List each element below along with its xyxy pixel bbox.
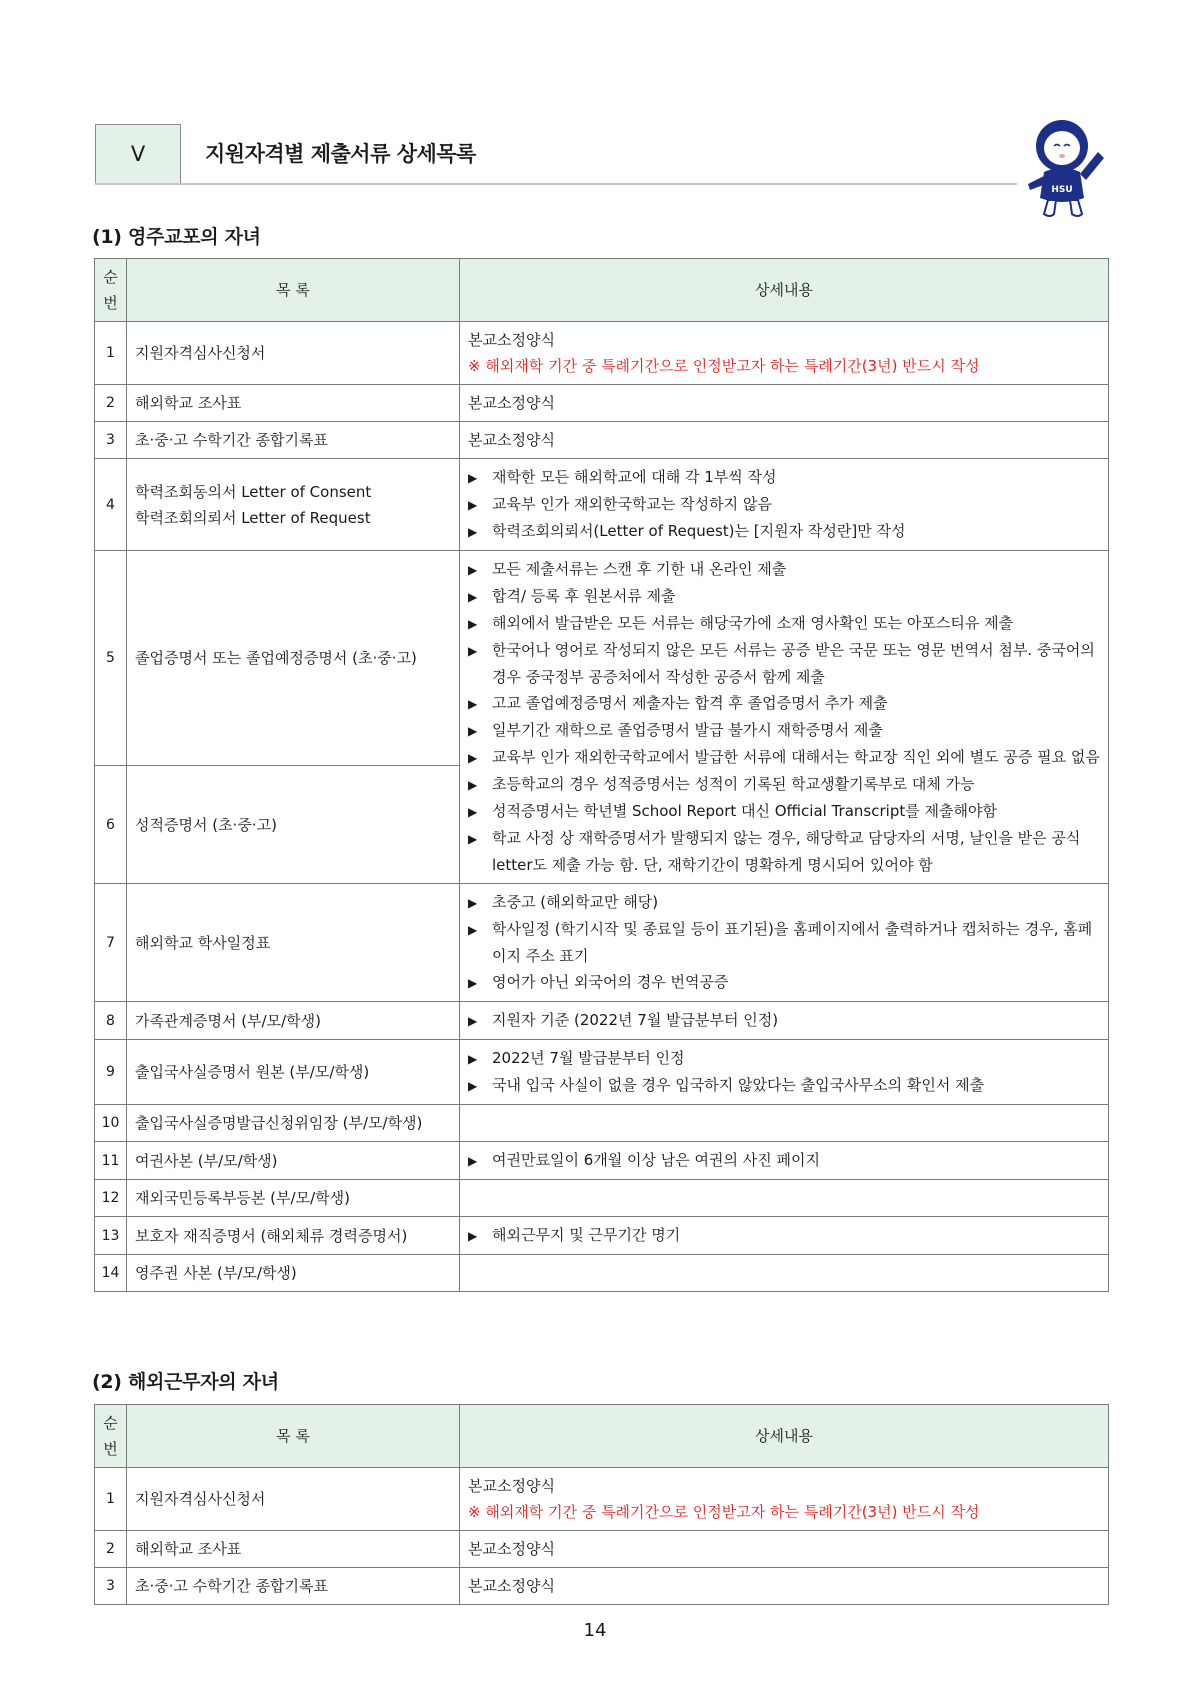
- documents-table-1: [94, 258, 1109, 1292]
- bullet-icon: ▶: [468, 498, 478, 512]
- table-row: [95, 422, 1109, 459]
- bullet-icon: ▶: [468, 923, 478, 937]
- row-item: 출입국사실증명서 원본 (부/모/학생): [127, 1040, 460, 1105]
- documents-table-2: [94, 1404, 1109, 1605]
- row-detail: [460, 322, 1109, 385]
- row-detail: 본교소정양식: [460, 1568, 1109, 1605]
- detail-note: ※ 해외재학 기간 중 특례기간으로 인정받고자 하는 특례기간(3년) 반드시 작성: [468, 1503, 980, 1521]
- detail-bullet: ▶ 해외에서 발급받은 모든 서류는 해당국가에 소재 영사확인 또는 아포스티유 제출: [468, 610, 1100, 637]
- detail-bullet: ▶ 일부기간 재학으로 졸업증명서 발급 불가시 재학증명서 제출: [468, 717, 1100, 744]
- row-item: 졸업증명서 또는 졸업예정증명서 (초·중·고): [127, 551, 460, 766]
- table-row: [95, 1180, 1109, 1217]
- row-number: 5: [95, 551, 127, 766]
- table-row: [95, 1255, 1109, 1292]
- row-detail: 본교소정양식: [460, 422, 1109, 459]
- row-detail: [460, 884, 1109, 1002]
- table-row: [95, 1002, 1109, 1040]
- bullet-icon: ▶: [468, 617, 478, 631]
- detail-bullet: ▶ 재학한 모든 해외학교에 대해 각 1부씩 작성: [468, 464, 1100, 491]
- header-no: 순번: [95, 1405, 127, 1468]
- bullet-icon: ▶: [468, 976, 478, 990]
- mascot-label: HSU: [1051, 185, 1073, 195]
- row-item: [127, 459, 460, 551]
- row-number: 9: [95, 1040, 127, 1105]
- row-number: 8: [95, 1002, 127, 1040]
- chapter-number: V: [95, 124, 181, 184]
- row-item: 해외학교 학사일정표: [127, 884, 460, 1002]
- row-number: 1: [95, 322, 127, 385]
- row-detail: [460, 1040, 1109, 1105]
- row-number: 10: [95, 1105, 127, 1142]
- detail-bullet: ▶ 모든 제출서류는 스캔 후 기한 내 온라인 제출: [468, 556, 1100, 583]
- table-row: [95, 322, 1109, 385]
- bullet-icon: ▶: [468, 805, 478, 819]
- bullet-icon: ▶: [468, 832, 478, 846]
- row-number: 2: [95, 1531, 127, 1568]
- table-row: [95, 1568, 1109, 1605]
- bullet-icon: ▶: [468, 1154, 478, 1168]
- bullet-icon: ▶: [468, 697, 478, 711]
- detail-bullet: ▶ 고교 졸업예정증명서 제출자는 합격 후 졸업증명서 추가 제출: [468, 690, 1100, 717]
- row-detail: [460, 1468, 1109, 1531]
- bullet-icon: ▶: [468, 471, 478, 485]
- row-number: 3: [95, 1568, 127, 1605]
- detail-bullet: ▶ 국내 입국 사실이 없을 경우 입국하지 않았다는 출입국사무소의 확인서 제출: [468, 1072, 1100, 1099]
- header-detail: 상세내용: [460, 1405, 1109, 1468]
- section-title-1: (1) 영주교포의 자녀: [92, 226, 261, 248]
- header-item: 목 록: [127, 259, 460, 322]
- detail-bullet: ▶ 영어가 아닌 외국어의 경우 번역공증: [468, 969, 1100, 996]
- detail-bullet: ▶ 여권만료일이 6개월 이상 남은 여권의 사진 페이지: [468, 1147, 1100, 1174]
- row-item: 영주권 사본 (부/모/학생): [127, 1255, 460, 1292]
- row-item: 해외학교 조사표: [127, 385, 460, 422]
- row-detail: [460, 1142, 1109, 1180]
- row-number: 4: [95, 459, 127, 551]
- detail-line: 본교소정양식: [468, 331, 555, 349]
- bullet-icon: ▶: [468, 896, 478, 910]
- row-number: 1: [95, 1468, 127, 1531]
- table-row: [95, 459, 1109, 551]
- detail-bullet: ▶ 초중고 (해외학교만 해당): [468, 889, 1100, 916]
- detail-bullet: ▶ 합격/ 등록 후 원본서류 제출: [468, 583, 1100, 610]
- page-number: 14: [583, 1620, 607, 1641]
- detail-bullet: ▶ 학사일정 (학기시작 및 종료일 등이 표기된)을 홈페이지에서 출력하거나 캡처하는 경우, 홈페이지 주소 표기: [468, 916, 1100, 969]
- section-title-2: (2) 해외근무자의 자녀: [92, 1371, 279, 1393]
- bullet-icon: ▶: [468, 1229, 478, 1243]
- bullet-icon: ▶: [468, 724, 478, 738]
- detail-bullet: ▶ 성적증명서는 학년별 School Report 대신 Official Transcript를 제출해야함: [468, 798, 1100, 825]
- bullet-icon: ▶: [468, 1079, 478, 1093]
- row-item: 가족관계증명서 (부/모/학생): [127, 1002, 460, 1040]
- table-row: [95, 551, 1109, 766]
- detail-bullet: ▶ 초등학교의 경우 성적증명서는 성적이 기록된 학교생활기록부로 대체 가능: [468, 771, 1100, 798]
- detail-bullet: ▶ 교육부 인가 재외한국학교는 작성하지 않음: [468, 491, 1100, 518]
- table-row: [95, 1040, 1109, 1105]
- bullet-icon: ▶: [468, 751, 478, 765]
- bullet-icon: ▶: [468, 563, 478, 577]
- mascot-icon: [1018, 116, 1106, 220]
- row-detail-shared: [460, 551, 1109, 884]
- header-item: 목 록: [127, 1405, 460, 1468]
- row-number: 12: [95, 1180, 127, 1217]
- bullet-icon: ▶: [468, 778, 478, 792]
- chapter-header: [95, 124, 1017, 184]
- header-detail: 상세내용: [460, 259, 1109, 322]
- detail-line: 본교소정양식: [468, 1477, 555, 1495]
- row-detail: 본교소정양식: [460, 385, 1109, 422]
- detail-bullet: ▶ 교육부 인가 재외한국학교에서 발급한 서류에 대해서는 학교장 직인 외에 별도 공증 필요 없음: [468, 744, 1100, 771]
- row-item: 재외국민등록부등본 (부/모/학생): [127, 1180, 460, 1217]
- row-number: 3: [95, 422, 127, 459]
- chapter-title: 지원자격별 제출서류 상세목록: [205, 142, 476, 166]
- table-row: [95, 385, 1109, 422]
- table-row: [95, 1468, 1109, 1531]
- table-row: [95, 1531, 1109, 1568]
- row-item: 여권사본 (부/모/학생): [127, 1142, 460, 1180]
- row-detail: [460, 1002, 1109, 1040]
- row-item: 보호자 재직증명서 (해외체류 경력증명서): [127, 1217, 460, 1255]
- detail-bullet: ▶ 학교 사정 상 재학증명서가 발행되지 않는 경우, 해당학교 담당자의 서명, 날인을 받은 공식 letter도 제출 가능 함. 단, 재학기간이 명확하게 명시되어 있어야 함: [468, 825, 1100, 878]
- table-row: [95, 1217, 1109, 1255]
- row-item: 성적증명서 (초·중·고): [127, 766, 460, 884]
- row-number: 6: [95, 766, 127, 884]
- row-number: 14: [95, 1255, 127, 1292]
- detail-bullet: ▶ 해외근무지 및 근무기간 명기: [468, 1222, 1100, 1249]
- chapter-divider: [95, 183, 1017, 185]
- bullet-icon: ▶: [468, 1052, 478, 1066]
- row-item: 출입국사실증명발급신청위임장 (부/모/학생): [127, 1105, 460, 1142]
- detail-note: ※ 해외재학 기간 중 특례기간으로 인정받고자 하는 특례기간(3년) 반드시 작성: [468, 357, 980, 375]
- row-detail: [460, 1180, 1109, 1217]
- table-row: [95, 1105, 1109, 1142]
- detail-bullet: ▶ 2022년 7월 발급분부터 인정: [468, 1045, 1100, 1072]
- item-line: 학력조회의뢰서 Letter of Request: [135, 508, 371, 527]
- item-line: 학력조회동의서 Letter of Consent: [135, 482, 372, 501]
- table-row: [95, 1142, 1109, 1180]
- detail-bullet: ▶ 학력조회의뢰서(Letter of Request)는 [지원자 작성란]만 작성: [468, 518, 1100, 545]
- table-header-row: [95, 1405, 1109, 1468]
- row-item: 해외학교 조사표: [127, 1531, 460, 1568]
- bullet-icon: ▶: [468, 590, 478, 604]
- row-item: 초·중·고 수학기간 종합기록표: [127, 1568, 460, 1605]
- row-number: 2: [95, 385, 127, 422]
- table-header-row: [95, 259, 1109, 322]
- row-detail: [460, 1255, 1109, 1292]
- row-item: 지원자격심사신청서: [127, 1468, 460, 1531]
- header-no: 순번: [95, 259, 127, 322]
- detail-bullet: ▶ 지원자 기준 (2022년 7월 발급분부터 인정): [468, 1007, 1100, 1034]
- row-number: 13: [95, 1217, 127, 1255]
- row-item: 초·중·고 수학기간 종합기록표: [127, 422, 460, 459]
- row-detail: [460, 459, 1109, 551]
- row-item: 지원자격심사신청서: [127, 322, 460, 385]
- bullet-icon: ▶: [468, 525, 478, 539]
- row-detail: [460, 1217, 1109, 1255]
- row-number: 11: [95, 1142, 127, 1180]
- bullet-icon: ▶: [468, 644, 478, 658]
- row-detail: 본교소정양식: [460, 1531, 1109, 1568]
- row-detail: [460, 1105, 1109, 1142]
- row-number: 7: [95, 884, 127, 1002]
- bullet-icon: ▶: [468, 1014, 478, 1028]
- detail-bullet: ▶ 한국어나 영어로 작성되지 않은 모든 서류는 공증 받은 국문 또는 영문 번역서 첨부. 중국어의 경우 중국정부 공증처에서 작성한 공증서 함께 제출: [468, 637, 1100, 690]
- table-row: [95, 884, 1109, 1002]
